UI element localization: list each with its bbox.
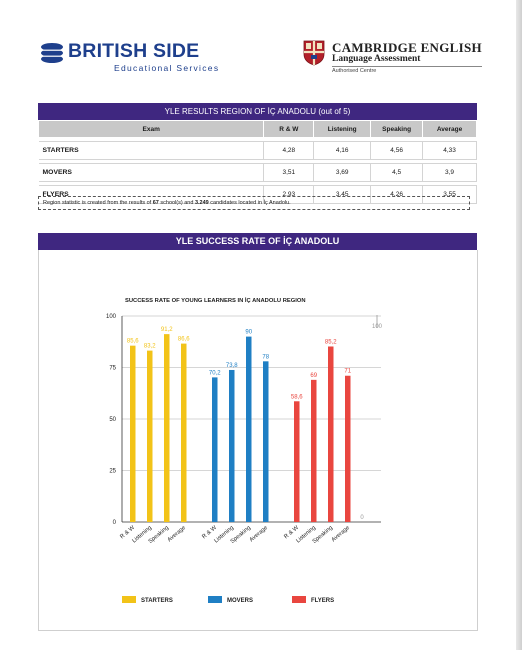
data-label: 86,6 — [177, 336, 190, 343]
y-tick-label: 50 — [109, 417, 116, 423]
row-listening: 3,69 — [314, 164, 371, 182]
table-row — [39, 164, 477, 182]
note-schools: 67 — [152, 200, 159, 206]
legend-label: FLYERS — [311, 598, 335, 604]
reference-top-label: 100 — [371, 324, 383, 330]
results-table — [38, 120, 477, 204]
x-tick-label: Listening — [213, 524, 236, 545]
data-label: 70,2 — [208, 370, 221, 377]
data-label: 90 — [245, 329, 253, 336]
table-row — [39, 142, 477, 160]
british-side-logo — [40, 38, 220, 78]
x-tick-label: Speaking — [147, 524, 171, 546]
data-label: 73,8 — [225, 362, 238, 369]
chart-title: SUCCESS RATE OF YOUNG LEARNERS IN İÇ ANADOLU REGION — [125, 298, 306, 304]
bar — [246, 337, 252, 522]
row-listening: 4,16 — [314, 142, 371, 160]
legend-label: STARTERS — [141, 598, 173, 604]
bar — [311, 380, 317, 522]
x-tick-label: R & W — [201, 524, 219, 541]
bar — [328, 346, 334, 522]
cambridge-authorised: Authorised Centre — [332, 68, 377, 74]
x-tick-label: R & W — [119, 524, 137, 541]
note-middle: school(s) and — [160, 200, 194, 206]
chart-container — [38, 250, 478, 631]
header-rw: R & W — [264, 121, 314, 138]
legend-swatch — [208, 596, 222, 603]
row-average: 3,9 — [423, 164, 477, 182]
row-rw: 4,28 — [264, 142, 314, 160]
bar — [345, 376, 351, 522]
data-label: 85,6 — [126, 338, 139, 345]
british-side-emblem-icon — [40, 42, 64, 64]
chart-section-title: YLE SUCCESS RATE OF İÇ ANADOLU — [38, 233, 477, 250]
british-side-name: BRITISH SIDE — [68, 40, 200, 62]
x-tick-label: Listening — [131, 524, 154, 545]
region-note — [38, 196, 470, 210]
bar — [147, 351, 153, 522]
data-label: 69 — [310, 372, 318, 379]
data-label: 83,2 — [143, 343, 156, 350]
note-candidates: 3.249 — [194, 200, 209, 206]
note-suffix: candidates located in İç Anadolu. — [210, 200, 291, 206]
bar — [181, 344, 187, 522]
bar — [130, 346, 136, 522]
header-exam: Exam — [39, 121, 264, 138]
row-rw: 3,51 — [264, 164, 314, 182]
x-tick-label: Listening — [295, 524, 318, 545]
data-label: 91,2 — [160, 327, 173, 334]
bar — [164, 334, 170, 522]
british-side-tagline: Educational Services — [114, 63, 220, 73]
row-average: 3,55 — [423, 186, 477, 204]
data-label: 58,6 — [290, 394, 303, 401]
x-tick-label: Average — [248, 524, 270, 544]
cambridge-divider — [332, 66, 482, 67]
y-tick-label: 100 — [105, 314, 116, 320]
bar — [294, 401, 300, 522]
header-average: Average — [423, 121, 477, 138]
bar — [263, 361, 269, 522]
x-tick-label: Average — [166, 524, 188, 544]
cambridge-subtitle: Language Assessment — [332, 54, 421, 64]
legend-swatch — [122, 596, 136, 603]
results-title-suffix: (out of 5) — [318, 107, 351, 116]
cambridge-logo — [303, 40, 503, 80]
x-tick-label: R & W — [283, 524, 301, 541]
y-tick-label: 75 — [109, 365, 116, 372]
y-tick-label: 25 — [109, 468, 116, 475]
row-rw: 2,93 — [264, 186, 314, 204]
page-edge — [516, 0, 522, 650]
header-listening: Listening — [314, 121, 371, 138]
legend-swatch — [292, 596, 306, 603]
legend-label: MOVERS — [227, 598, 254, 604]
x-tick-label: Speaking — [311, 524, 335, 546]
row-speaking: 4,26 — [371, 186, 423, 204]
row-exam: MOVERS — [39, 164, 264, 182]
row-exam: FLYERS — [39, 186, 264, 204]
results-table-title — [38, 103, 477, 120]
data-label: 78 — [262, 354, 270, 361]
row-speaking: 4,56 — [371, 142, 423, 160]
data-label: 85,2 — [324, 339, 337, 346]
results-title-text: YLE RESULTS REGION OF İÇ ANADOLU — [164, 107, 317, 116]
success-rate-chart — [39, 250, 477, 630]
cambridge-shield-icon — [303, 40, 325, 66]
row-exam: STARTERS — [39, 142, 264, 160]
row-listening: 3,45 — [314, 186, 371, 204]
cambridge-name: CAMBRIDGE ENGLISH — [332, 40, 482, 55]
note-prefix: Region statistic is created from the results of — [43, 200, 152, 206]
row-speaking: 4,5 — [371, 164, 423, 182]
header-speaking: Speaking — [371, 121, 423, 138]
row-average: 4,33 — [423, 142, 477, 160]
bar — [229, 370, 235, 522]
results-header-row — [39, 121, 477, 138]
reference-bottom-label: 0 — [360, 515, 364, 521]
y-tick-label: 0 — [112, 520, 116, 526]
data-label: 71 — [344, 368, 352, 375]
bar — [212, 377, 218, 522]
x-tick-label: Speaking — [229, 524, 253, 546]
x-tick-label: Average — [330, 524, 352, 544]
